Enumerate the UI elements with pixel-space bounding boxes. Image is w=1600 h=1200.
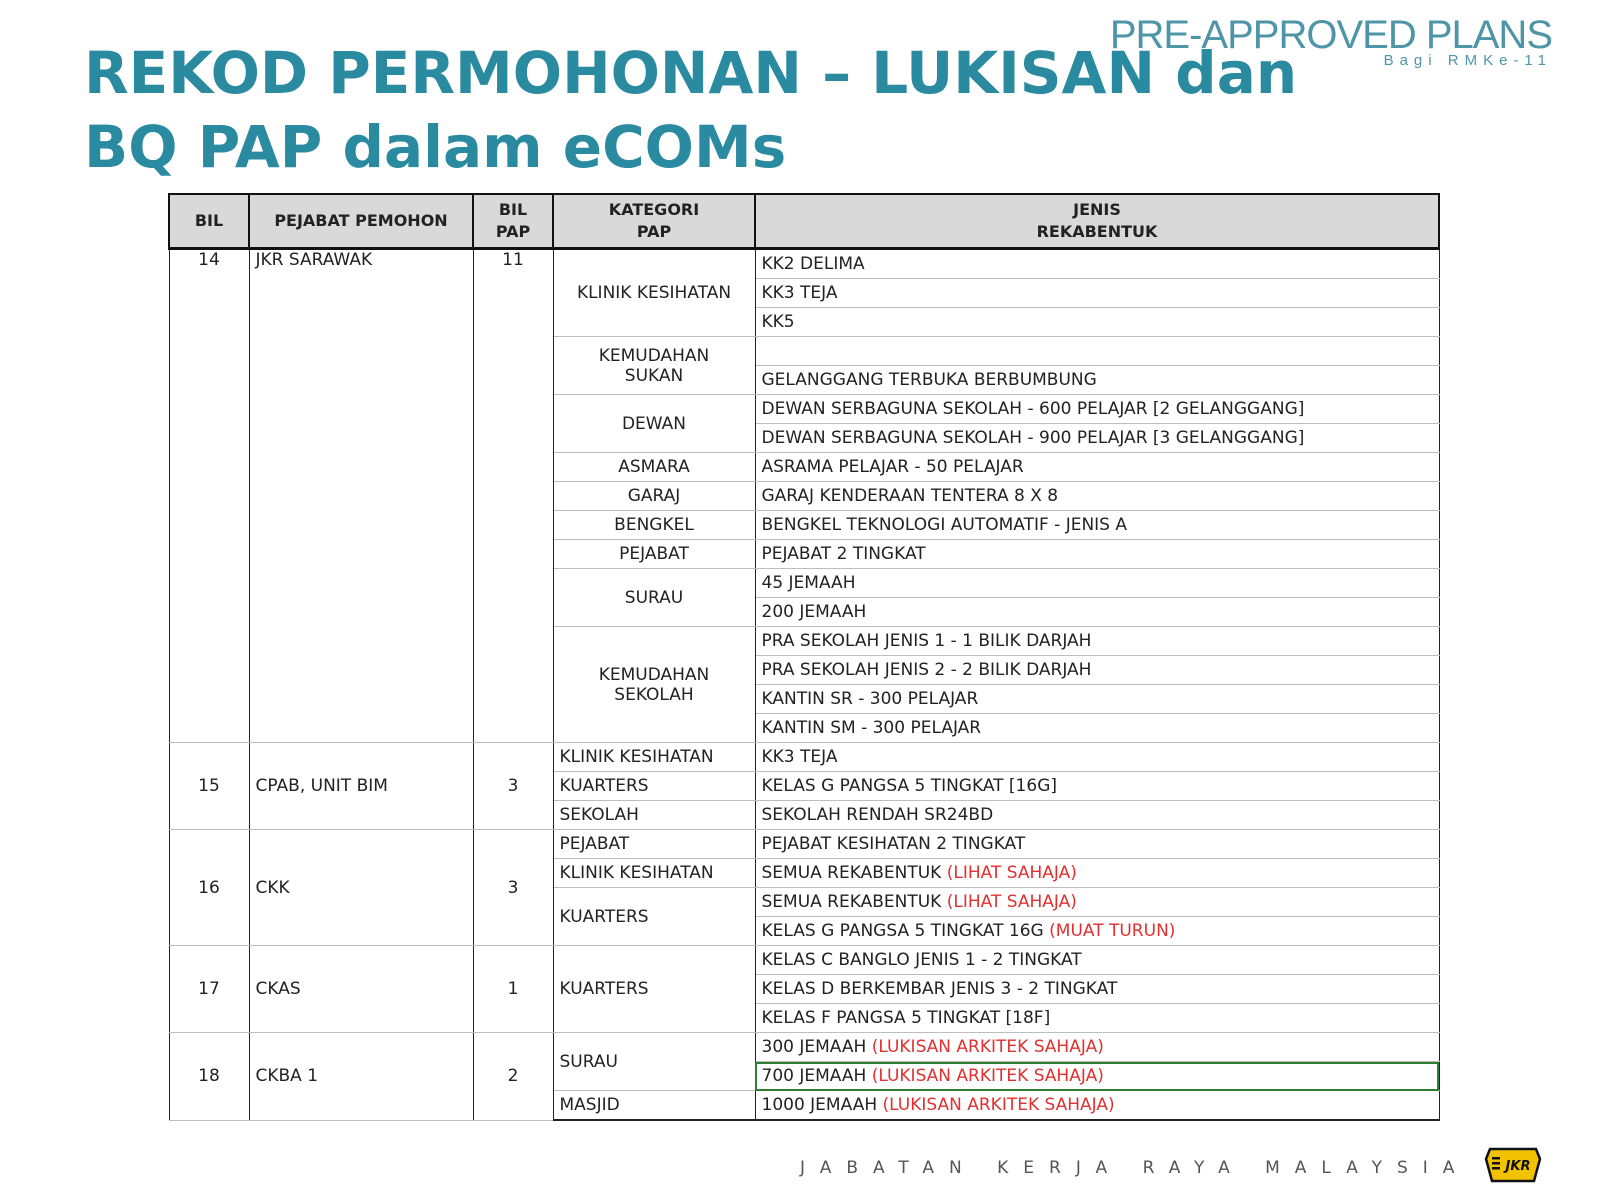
kategori-pap-cell xyxy=(553,627,755,743)
kategori-label: PEJABAT xyxy=(619,544,689,564)
bil-pap-cell: 2 xyxy=(473,1033,553,1121)
kategori-label: ASMARA xyxy=(618,457,690,477)
header-bil-pap: BIL PAP xyxy=(473,194,553,249)
kategori-label: KUARTERS xyxy=(559,906,649,927)
design-name: PEJABAT 2 TINGKAT xyxy=(761,544,926,564)
jenis-rekabentuk-cell xyxy=(755,627,1439,656)
kategori-label: BENGKEL xyxy=(614,515,694,535)
bil-pap-cell: 1 xyxy=(473,946,553,1033)
design-name: 700 JEMAAH xyxy=(761,1066,872,1086)
pejabat-pemohon-cell: CKK xyxy=(249,830,473,946)
brand-sub: Bagi RMKe-11 xyxy=(1383,52,1552,69)
pejabat-pemohon-cell: CKBA 1 xyxy=(249,1033,473,1121)
jenis-rekabentuk-cell xyxy=(755,366,1439,395)
kategori-label: KLINIK KESIHATAN xyxy=(559,863,714,883)
header-jenis-rekabentuk: JENIS REKABENTUK xyxy=(755,194,1439,249)
kategori-label: GARAJ xyxy=(627,486,681,506)
design-note: (LUKISAN ARKITEK SAHAJA) xyxy=(871,1066,1104,1086)
kategori-label: PEJABAT xyxy=(559,834,630,854)
kategori-label: KEMUDAHAN xyxy=(598,664,710,685)
kategori-pap-cell xyxy=(553,249,755,337)
design-name: SEMUA REKABENTUK xyxy=(761,863,947,883)
design-name: KK5 xyxy=(761,312,795,332)
kategori-pap-cell xyxy=(553,337,755,395)
jenis-rekabentuk-cell xyxy=(755,888,1439,917)
kategori-pap-cell xyxy=(553,801,755,830)
design-name: KELAS D BERKEMBAR JENIS 3 - 2 TINGKAT xyxy=(761,979,1118,999)
header-kategori-pap: KATEGORI PAP xyxy=(553,194,755,249)
design-name: KK3 TEJA xyxy=(761,283,838,303)
jenis-rekabentuk-cell xyxy=(755,743,1439,772)
kategori-pap-cell xyxy=(553,453,755,482)
pejabat-pemohon-cell: JKR SARAWAK xyxy=(249,249,473,743)
application-record-table xyxy=(168,193,1440,1121)
jenis-rekabentuk-cell xyxy=(755,975,1439,1004)
design-note: (LIHAT SAHAJA) xyxy=(946,892,1077,912)
kategori-label: MASJID xyxy=(559,1095,620,1115)
jenis-rekabentuk-cell xyxy=(755,859,1439,888)
design-name: KK2 DELIMA xyxy=(761,254,865,274)
footer-agency-name: JABATAN KERJA RAYA MALAYSIA xyxy=(800,1158,1470,1178)
kategori-label-line-2: SUKAN xyxy=(624,365,684,386)
bil-cell: 17 xyxy=(169,946,249,1033)
kategori-pap-cell xyxy=(553,569,755,627)
jenis-rekabentuk-cell xyxy=(755,482,1439,511)
jenis-rekabentuk-cell xyxy=(755,830,1439,859)
table-header-row xyxy=(169,194,1439,249)
design-name: KANTIN SR - 300 PELAJAR xyxy=(761,689,979,709)
jenis-rekabentuk-cell xyxy=(755,685,1439,714)
design-name: 300 JEMAAH xyxy=(761,1037,872,1057)
kategori-label: KLINIK KESIHATAN xyxy=(559,747,714,767)
design-name: 200 JEMAAH xyxy=(761,602,867,622)
design-name: GELANGGANG TERBUKA BERBUMBUNG xyxy=(761,370,1097,390)
design-name: KELAS F PANGSA 5 TINGKAT [18F] xyxy=(761,1008,1051,1028)
kategori-pap-cell xyxy=(553,743,755,772)
bil-cell: 18 xyxy=(169,1033,249,1121)
jenis-rekabentuk-cell xyxy=(755,249,1439,279)
jenis-rekabentuk-cell xyxy=(755,1091,1439,1121)
jenis-rekabentuk-cell xyxy=(755,395,1439,424)
design-name: DEWAN SERBAGUNA SEKOLAH - 900 PELAJAR [3 GELANGGANG] xyxy=(761,428,1305,448)
design-note: (MUAT TURUN) xyxy=(1049,921,1176,941)
kategori-pap-cell xyxy=(553,888,755,946)
jenis-rekabentuk-cell xyxy=(755,946,1439,975)
design-name: BENGKEL TEKNOLOGI AUTOMATIF - JENIS A xyxy=(761,515,1128,535)
kategori-label: KUARTERS xyxy=(559,776,649,796)
table-row xyxy=(169,830,1439,859)
design-name: ASRAMA PELAJAR - 50 PELAJAR xyxy=(761,457,1024,477)
title-line-1: REKOD PERMOHONAN – LUKISAN dan xyxy=(84,39,1298,107)
jenis-rekabentuk-cell xyxy=(755,656,1439,685)
jenis-rekabentuk-cell xyxy=(755,772,1439,801)
selected-design-cell[interactable] xyxy=(755,1062,1439,1091)
jenis-rekabentuk-cell xyxy=(755,511,1439,540)
kategori-pap-cell xyxy=(553,482,755,511)
pejabat-pemohon-cell: CKAS xyxy=(249,946,473,1033)
design-name: KELAS C BANGLO JENIS 1 - 2 TINGKAT xyxy=(761,950,1082,970)
table-row xyxy=(169,249,1439,279)
kategori-pap-cell xyxy=(553,830,755,859)
kategori-label: DEWAN xyxy=(621,413,687,434)
design-name: KK3 TEJA xyxy=(761,747,838,767)
design-name: SEKOLAH RENDAH SR24BD xyxy=(761,805,994,825)
design-note: (LIHAT SAHAJA) xyxy=(946,863,1077,883)
jenis-rekabentuk-cell xyxy=(755,308,1439,337)
kategori-label: SEKOLAH xyxy=(559,805,639,825)
design-name: 1000 JEMAAH xyxy=(761,1095,883,1115)
design-name: SEMUA REKABENTUK xyxy=(761,892,947,912)
application-record-table-container xyxy=(168,193,1438,1121)
jenis-rekabentuk-cell xyxy=(755,337,1439,366)
kategori-pap-cell xyxy=(553,395,755,453)
kategori-label: KLINIK KESIHATAN xyxy=(576,283,732,303)
design-name: KELAS G PANGSA 5 TINGKAT [16G] xyxy=(761,776,1057,796)
design-name: PEJABAT KESIHATAN 2 TINGKAT xyxy=(761,834,1026,854)
jenis-rekabentuk-cell xyxy=(755,569,1439,598)
design-name: PRA SEKOLAH JENIS 2 - 2 BILIK DARJAH xyxy=(761,660,1092,680)
jenis-rekabentuk-cell xyxy=(755,540,1439,569)
pre-approved-plans-brand xyxy=(1110,14,1552,69)
kategori-pap-cell xyxy=(553,1091,755,1121)
title-line-2: BQ PAP dalam eCOMs xyxy=(84,113,787,181)
jenis-rekabentuk-cell xyxy=(755,801,1439,830)
kategori-label: KEMUDAHAN xyxy=(598,345,710,366)
bil-pap-cell: 3 xyxy=(473,743,553,830)
table-row xyxy=(169,743,1439,772)
jenis-rekabentuk-cell xyxy=(755,279,1439,308)
kategori-pap-cell xyxy=(553,540,755,569)
jenis-rekabentuk-cell xyxy=(755,598,1439,627)
pejabat-pemohon-cell: CPAB, UNIT BIM xyxy=(249,743,473,830)
header-bil: BIL xyxy=(169,194,249,249)
bil-pap-cell: 11 xyxy=(473,249,553,743)
jenis-rekabentuk-cell xyxy=(755,1033,1439,1062)
design-name: KELAS G PANGSA 5 TINGKAT 16G xyxy=(761,921,1050,941)
jenis-rekabentuk-cell xyxy=(755,453,1439,482)
design-name: KANTIN SM - 300 PELAJAR xyxy=(761,718,982,738)
design-name: 45 JEMAAH xyxy=(761,573,856,593)
header-pejabat-pemohon: PEJABAT PEMOHON xyxy=(249,194,473,249)
bil-pap-cell: 3 xyxy=(473,830,553,946)
design-note: (LUKISAN ARKITEK SAHAJA) xyxy=(871,1037,1104,1057)
kategori-label: KUARTERS xyxy=(559,979,649,999)
kategori-label: SURAU xyxy=(559,1051,618,1072)
design-note: (LUKISAN ARKITEK SAHAJA) xyxy=(882,1095,1115,1115)
kategori-label-line-2: SEKOLAH xyxy=(614,684,694,705)
design-name: PRA SEKOLAH JENIS 1 - 1 BILIK DARJAH xyxy=(761,631,1092,651)
design-name: DEWAN SERBAGUNA SEKOLAH - 600 PELAJAR [2 GELANGGANG] xyxy=(761,399,1305,419)
table-row xyxy=(169,1033,1439,1062)
kategori-pap-cell xyxy=(553,946,755,1033)
kategori-label: SURAU xyxy=(624,587,684,608)
jenis-rekabentuk-cell xyxy=(755,1004,1439,1033)
bil-cell: 15 xyxy=(169,743,249,830)
kategori-pap-cell xyxy=(553,772,755,801)
svg-text:JKR: JKR xyxy=(1505,1159,1531,1174)
kategori-pap-cell xyxy=(553,859,755,888)
design-name: GARAJ KENDERAAN TENTERA 8 X 8 xyxy=(761,486,1059,506)
jenis-rekabentuk-cell xyxy=(755,424,1439,453)
brand-main: PRE-APPROVED PLANS xyxy=(1109,13,1552,57)
kategori-pap-cell xyxy=(553,511,755,540)
jenis-rekabentuk-cell xyxy=(755,714,1439,743)
table-row xyxy=(169,946,1439,975)
kategori-pap-cell xyxy=(553,1033,755,1091)
jkr-logo xyxy=(1484,1145,1542,1185)
jenis-rekabentuk-cell xyxy=(755,917,1439,946)
bil-cell: 16 xyxy=(169,830,249,946)
bil-cell: 14 xyxy=(169,249,249,743)
